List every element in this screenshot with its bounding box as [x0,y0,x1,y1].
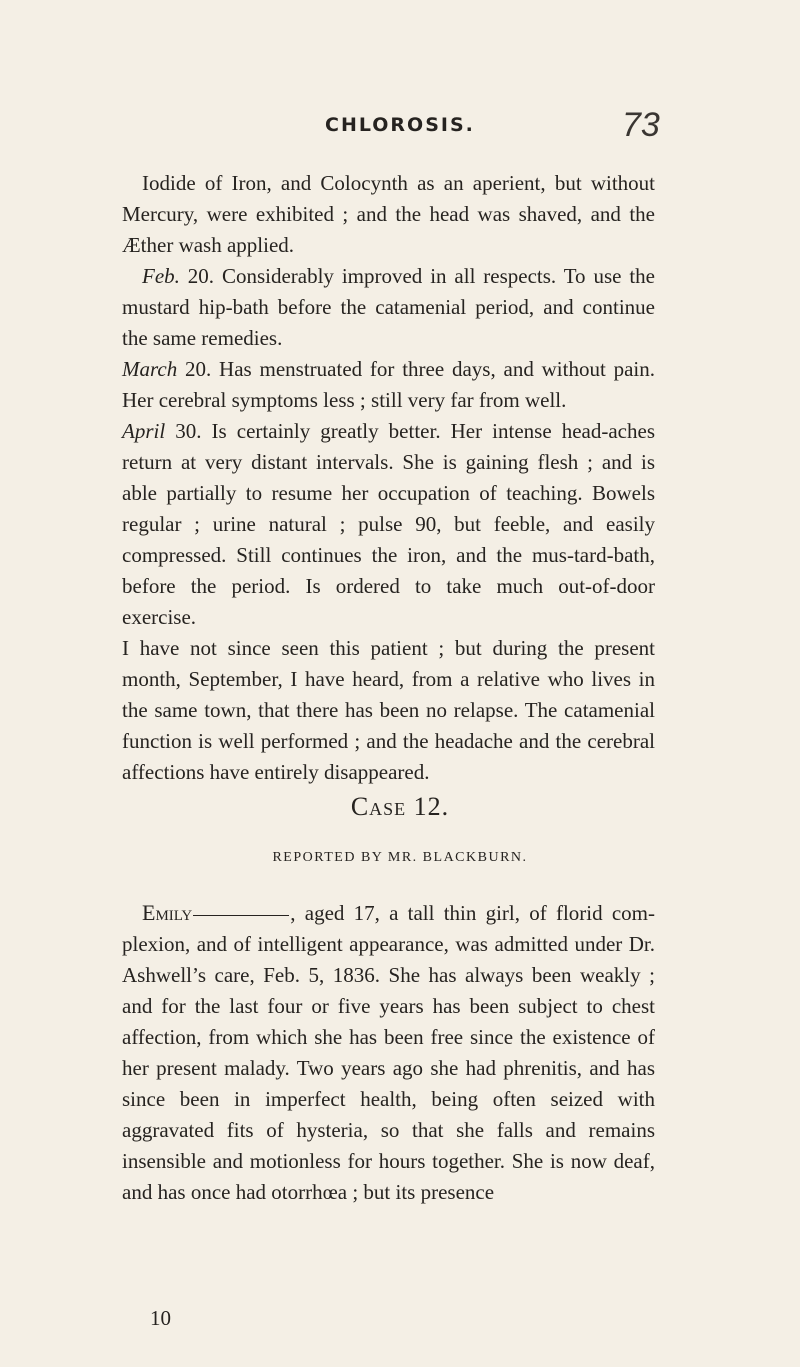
patient-name: Emily [142,900,193,925]
page-number: 73 [622,106,660,144]
entry-march-20: March 20. Has menstruated for three days, and without pain. Her cerebral symptoms less ; still very far from well. [122,357,655,412]
signature-mark: 10 [150,1306,171,1330]
entry-date: April [122,419,166,443]
paragraph-treatment: Iodide of Iron, and Colocynth as an aperient, but without Mercury, were exhibited ; and the head was shaved, and the Æther wash applied. [122,171,655,257]
entry-april-30: April 30. Is certainly greatly better. Her intense head-aches return at very distant intervals. She is gaining flesh ; and is able partially to resume her occupation of teaching. Bowels regular ; urine natural ; pulse 90, but feeble, and easily compressed. Still continues the iron, and the mus-tard-bath, before the period. Is ordered to take much out-of-door exercise. [122,419,655,629]
running-title: CHLOROSIS. [325,114,475,136]
case-12-text [122,897,655,1208]
entry-feb-20: Feb. 20. Considerably improved in all respects. To use the mustard hip-bath before the catamenial period, and continue the same remedies. [122,264,655,350]
case-11-continuation [122,168,655,788]
paragraph-followup: I have not since seen this patient ; but during the present month, September, I have heard, from a relative who lives in the same town, that there has been no relapse. The catamenial function is well performed ; and the headache and the cerebral affections have entirely disappeared. [122,636,655,784]
entry-date: Feb. [142,264,180,288]
case-reporter: REPORTED BY MR. BLACKBURN. [272,850,528,865]
paragraph-case-12: Emily , aged 17, a tall thin girl, of florid com-plexion, and of intelligent appearance, was admitted under Dr. Ashwell’s care, Feb. 5, 1836. She has always been weakly ; and for the last four or five years has been subject to chest affection, from which she has been free since the existence of her present malady. Two years ago she had phrenitis, and has since been in imperfect health, being often seized with aggravated fits of hysteria, so that she falls and remains insensible and motionless for hours together. She is now deaf, and has once had otorrhœa ; but its presence [122,900,655,1204]
case-heading: Case 12. [350,792,450,821]
entry-date: March [122,357,178,381]
running-head [0,108,800,148]
name-dash [193,915,289,916]
